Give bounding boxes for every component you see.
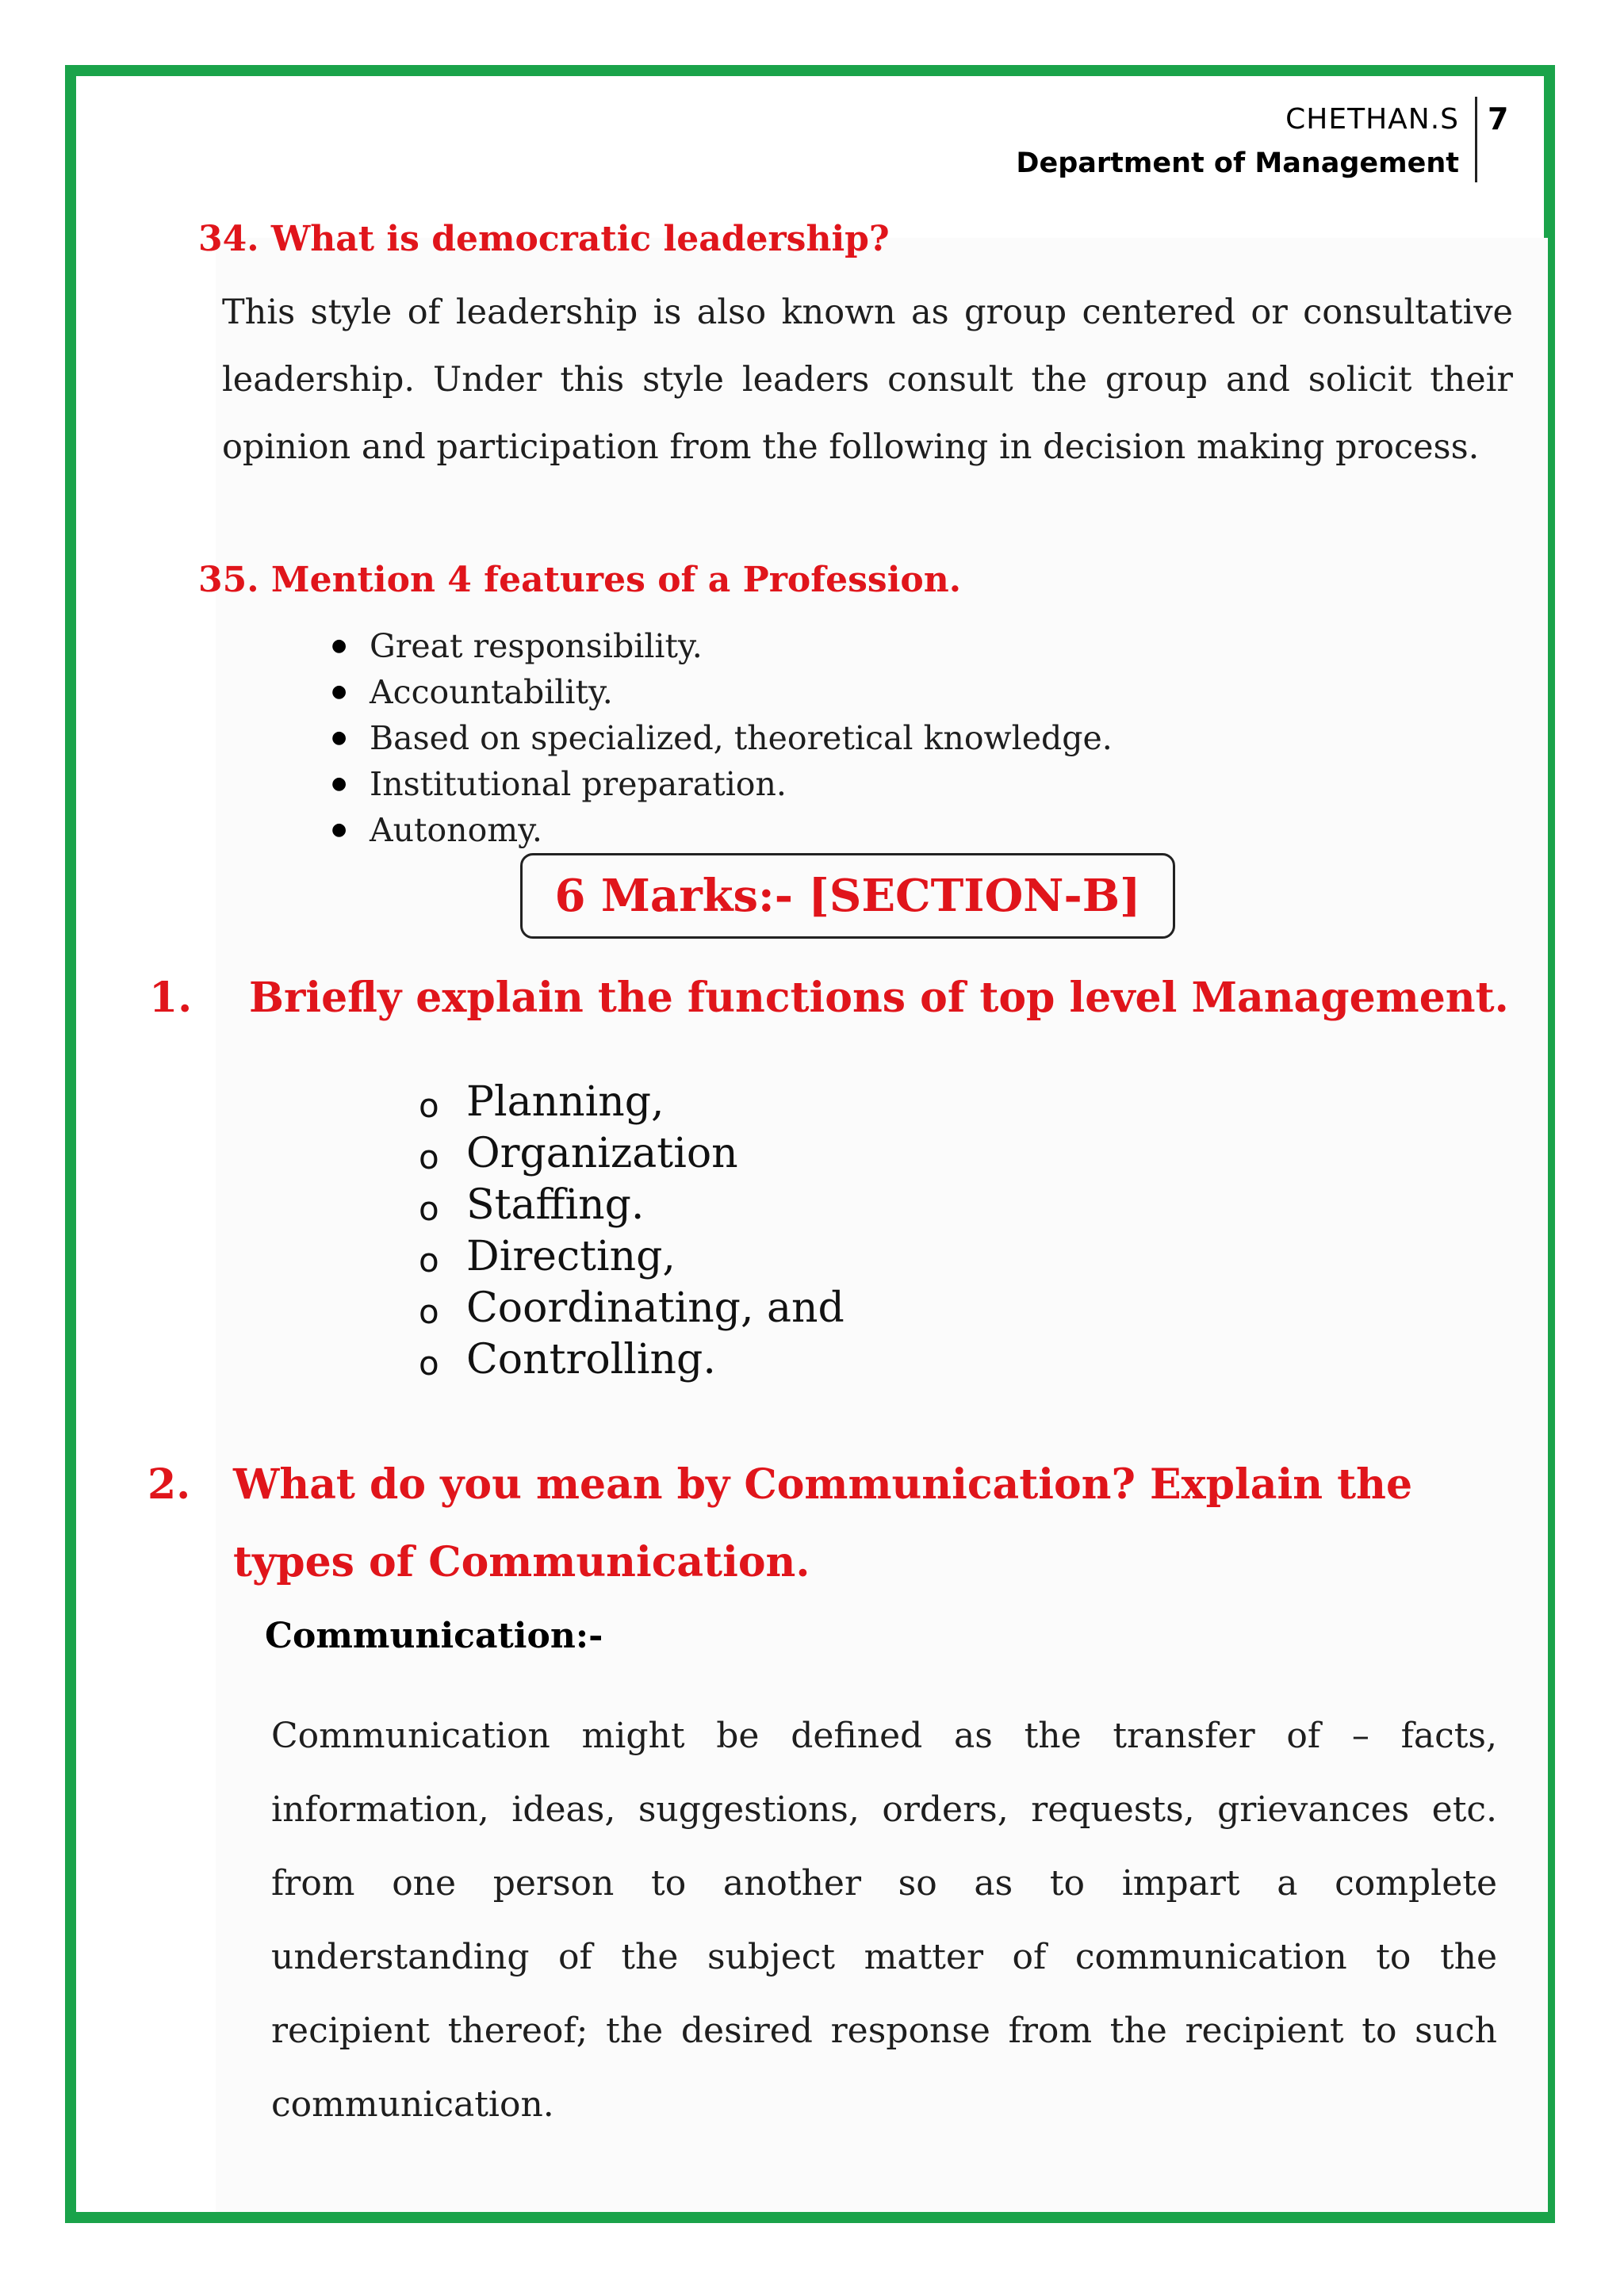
list-item: ● Based on specialized, theoretical knowledge.: [331, 715, 1113, 761]
question-1-title: Briefly explain the functions of top level Management.: [249, 974, 1509, 1022]
header-divider: [1475, 97, 1477, 182]
functions-list: [419, 1077, 845, 1386]
list-item: o Staffing.: [419, 1180, 845, 1231]
department-name: Department of Management: [1016, 147, 1459, 179]
list-item: ● Great responsibility.: [331, 623, 1113, 669]
list-item: o Controlling.: [419, 1334, 845, 1386]
question-34-answer: This style of leadership is also known as group centered or consultative leadership. Under this style leaders consult the group and solicit their opinion and participation from the following in decision making process.: [222, 293, 1513, 467]
question-2-number: 2.: [147, 1460, 191, 1509]
features-list: [331, 623, 1113, 853]
communication-subheading: Communication:-: [265, 1616, 603, 1656]
section-b-label: 6 Marks:- [SECTION-B]: [554, 870, 1141, 922]
section-b-box: [520, 853, 1175, 939]
list-item: o Coordinating, and: [419, 1283, 845, 1334]
question-35-title: 35. Mention 4 features of a Profession.: [198, 560, 962, 600]
author-name: CHETHAN.S: [1285, 103, 1459, 136]
list-item: ● Autonomy.: [331, 807, 1113, 853]
list-item: o Planning,: [419, 1077, 845, 1128]
communication-definition: Communication might be defined as the transfer of – facts, information, ideas, suggestions, orders, requests, grievances etc. from one person to another so as to impart a complete understanding of the subject matter of communication to the recipient thereof; the desired response from the recipient to such communication.: [271, 1716, 1497, 2125]
list-item: o Organization: [419, 1128, 845, 1180]
list-item: o Directing,: [419, 1231, 845, 1283]
question-34-title: 34. What is democratic leadership?: [198, 219, 890, 259]
list-item: ● Accountability.: [331, 669, 1113, 715]
question-1-number: 1.: [149, 974, 193, 1022]
question-2-title-line-2: types of Communication.: [233, 1538, 810, 1586]
question-2-title-line-1: What do you mean by Communication? Explain the: [233, 1460, 1413, 1509]
list-item: ● Institutional preparation.: [331, 761, 1113, 807]
page-number: 7: [1488, 101, 1509, 136]
